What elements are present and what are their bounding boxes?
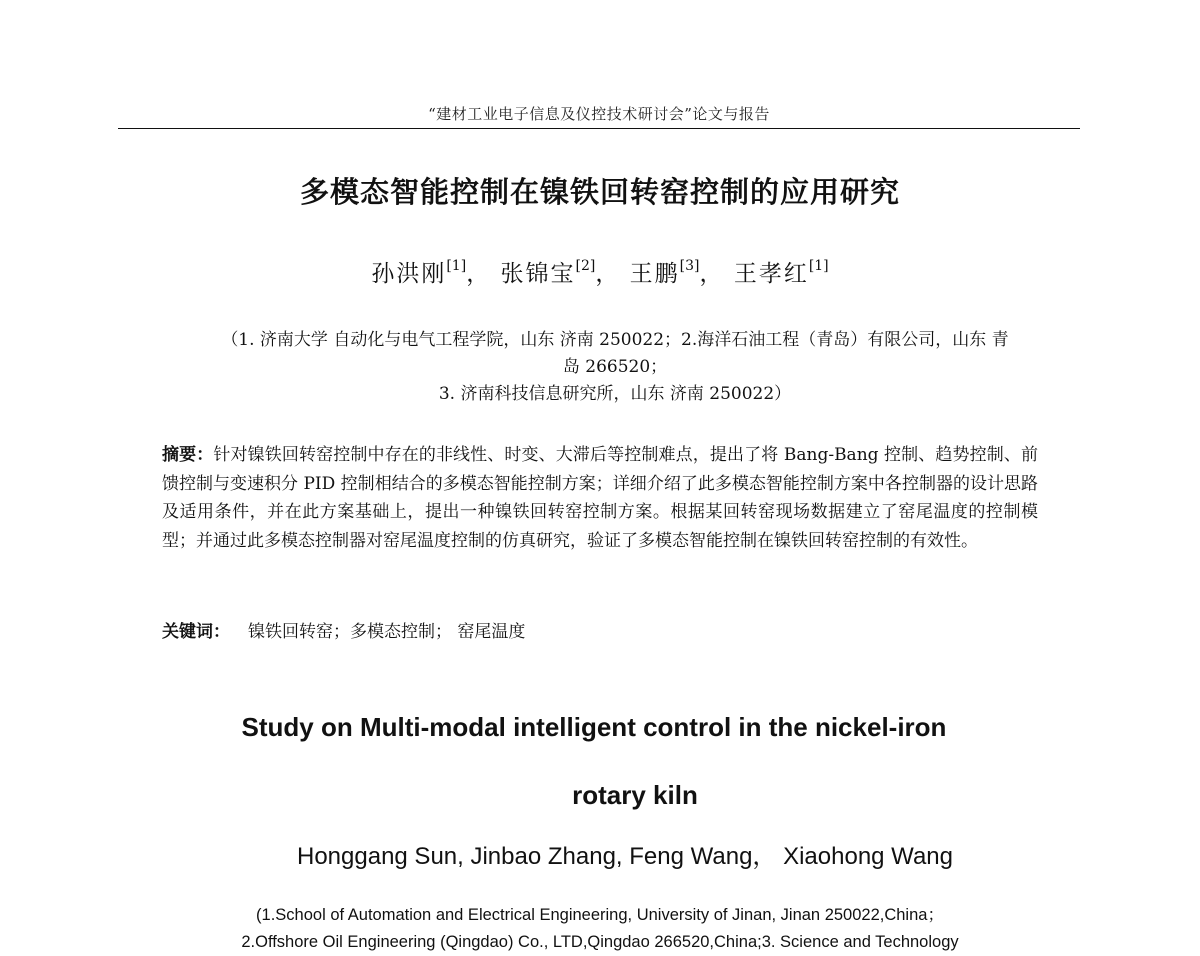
affiliation-line: （1. 济南大学 自动化与电气工程学院，山东 济南 250022；2.海洋石油工程（青岛）有限公司，山东 青 [221, 330, 1009, 350]
abstract-label: 摘要： [162, 445, 214, 465]
chinese-authors [0, 255, 1200, 288]
header-rule [118, 128, 1080, 129]
author-separator: ， [699, 261, 725, 287]
english-title-line: rotary kiln [572, 780, 698, 810]
author-ref: [3] [679, 258, 700, 274]
author-name: 王孝红 [733, 261, 809, 287]
running-header: “建材工业电子信息及仪控技术研讨会”论文与报告 [428, 105, 770, 123]
keywords-label: 关键词： [162, 622, 230, 642]
english-authors: Honggang Sun, Jinbao Zhang, Feng Wang， Xiaohong Wang [297, 843, 953, 870]
chinese-abstract [162, 441, 1038, 555]
author-name: 王鹏 [629, 261, 680, 287]
abstract-text: 针对镍铁回转窑控制中存在的非线性、时变、大滞后等控制难点，提出了将 Bang-Bang 控制、趋势控制、前馈控制与变速积分 PID 控制相结合的多模态智能控制方案；详细介绍了此多模态智能控制方案中各控制器的设计思路及适用条件，并在此方案基础上，提出一种镍铁回转窑控制方案。根据某回转窑现场数据建立了窑尾温度的控制模型；并通过此多模态控制器对窑尾温度控制的仿真研究，验证了多模态智能控制在镍铁回转窑控制的有效性。 [162, 445, 1039, 551]
affiliation-line: (1.School of Automation and Electrical Engineering, University of Jinan, Jinan 250022,China； [256, 906, 944, 924]
english-title-line: Study on Multi-modal intelligent control in the nickel-iron [241, 712, 947, 742]
author-ref: [1] [808, 258, 829, 274]
author-name: 张锦宝 [500, 261, 576, 287]
english-affiliations [150, 902, 1050, 956]
author-ref: [2] [575, 258, 596, 274]
author-name: 孙洪刚 [371, 261, 447, 287]
author-separator: ， [466, 261, 492, 287]
author-separator: ， [595, 261, 621, 287]
chinese-title: 多模态智能控制在镍铁回转窑控制的应用研究 [299, 175, 900, 209]
author-ref: [1] [446, 258, 467, 274]
chinese-affiliations [150, 327, 1080, 408]
affiliation-line: 2.Offshore Oil Engineering (Qingdao) Co., LTD,Qingdao 266520,China;3. Science and Technology [241, 933, 959, 951]
english-title [0, 693, 1200, 829]
chinese-keywords [162, 619, 1038, 645]
keywords-text: 镍铁回转窑；多模态控制； 窑尾温度 [248, 622, 526, 642]
affiliation-line: 岛 266520； [562, 357, 668, 377]
affiliation-line: 3. 济南科技信息研究所，山东 济南 250022） [438, 384, 792, 404]
